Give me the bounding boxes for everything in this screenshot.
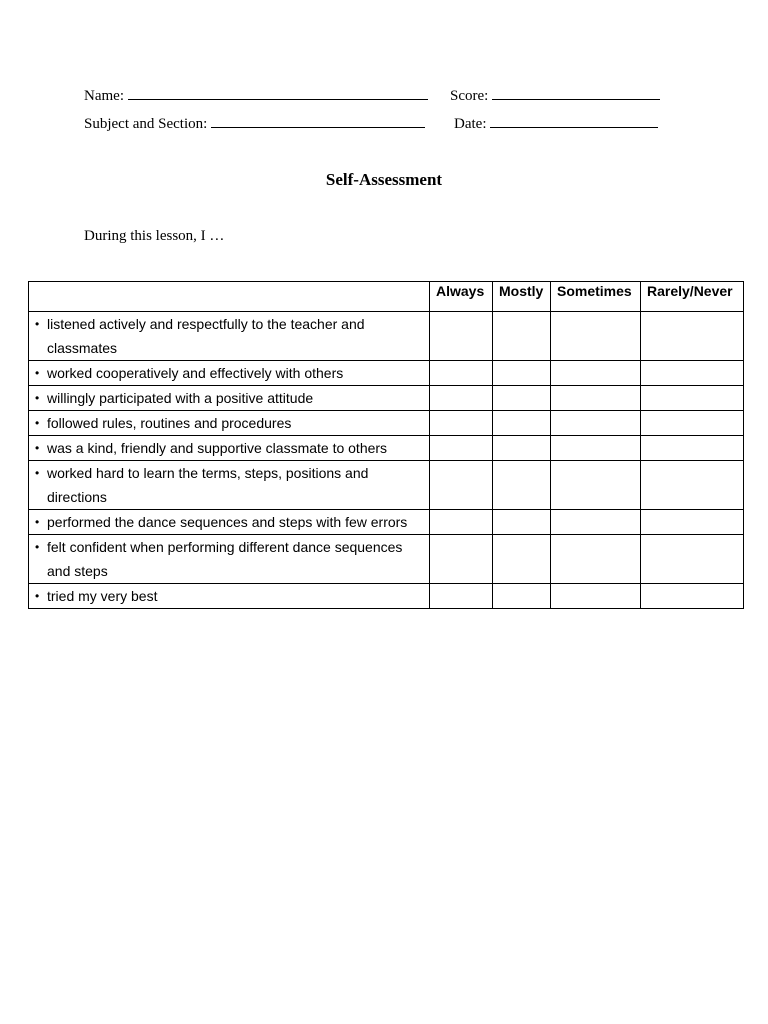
statement-cell [29, 386, 430, 411]
date-blank[interactable] [490, 115, 658, 128]
bullet-icon: • [35, 441, 40, 455]
bullet-icon: • [35, 515, 40, 529]
rating-cell-mostly[interactable] [493, 361, 551, 386]
name-blank[interactable] [128, 87, 428, 100]
rating-cell-rarely-never[interactable] [641, 584, 744, 609]
rating-cell-sometimes[interactable] [551, 361, 641, 386]
header-blank-cell [29, 282, 430, 312]
table-row [29, 386, 744, 411]
statement-cell [29, 436, 430, 461]
rating-cell-always[interactable] [430, 411, 493, 436]
rating-cell-rarely-never[interactable] [641, 461, 744, 510]
bullet-icon: • [35, 317, 40, 331]
statement-text: tried my very best [47, 588, 158, 604]
statement-cell [29, 461, 430, 510]
column-header-rarely-never: Rarely/Never [641, 282, 744, 312]
rating-cell-always[interactable] [430, 361, 493, 386]
bullet-icon: • [35, 540, 40, 554]
column-header-mostly: Mostly [493, 282, 551, 312]
statement-text: was a kind, friendly and supportive classmate to others [47, 440, 388, 456]
rating-cell-rarely-never[interactable] [641, 411, 744, 436]
rating-cell-always[interactable] [430, 510, 493, 535]
statement-cell [29, 361, 430, 386]
rating-cell-sometimes[interactable] [551, 312, 641, 361]
rating-cell-always[interactable] [430, 386, 493, 411]
statement-cell [29, 535, 430, 584]
rating-cell-mostly[interactable] [493, 584, 551, 609]
table-row [29, 535, 744, 584]
statement-text: worked hard to learn the terms, steps, positions and directions [47, 465, 369, 505]
rating-cell-rarely-never[interactable] [641, 436, 744, 461]
subject-section-field-row [84, 115, 425, 133]
column-header-always: Always [430, 282, 493, 312]
score-label: Score: [450, 88, 489, 104]
rating-cell-rarely-never[interactable] [641, 535, 744, 584]
name-label: Name: [84, 88, 124, 104]
rating-cell-rarely-never[interactable] [641, 510, 744, 535]
rating-cell-always[interactable] [430, 312, 493, 361]
intro-text: During this lesson, I … [84, 228, 225, 244]
bullet-icon: • [35, 416, 40, 430]
statement-text: willingly participated with a positive attitude [47, 390, 314, 406]
table-row [29, 312, 744, 361]
column-header-sometimes: Sometimes [551, 282, 641, 312]
name-field-row [84, 87, 428, 105]
rating-cell-sometimes[interactable] [551, 411, 641, 436]
bullet-icon: • [35, 466, 40, 480]
statement-cell [29, 510, 430, 535]
page-title: Self-Assessment [325, 170, 443, 189]
rating-cell-rarely-never[interactable] [641, 361, 744, 386]
table-header-row [29, 282, 744, 312]
subject-section-label: Subject and Section: [84, 116, 208, 132]
table-row [29, 584, 744, 609]
statement-cell [29, 584, 430, 609]
rating-cell-mostly[interactable] [493, 535, 551, 584]
rating-cell-sometimes[interactable] [551, 436, 641, 461]
rating-cell-mostly[interactable] [493, 411, 551, 436]
rating-cell-sometimes[interactable] [551, 386, 641, 411]
rating-cell-rarely-never[interactable] [641, 312, 744, 361]
rating-cell-rarely-never[interactable] [641, 386, 744, 411]
rating-cell-sometimes[interactable] [551, 510, 641, 535]
rating-cell-mostly[interactable] [493, 461, 551, 510]
statement-cell [29, 411, 430, 436]
self-assessment-table [28, 281, 744, 609]
statement-text: felt confident when performing different dance sequences and steps [47, 539, 403, 579]
table-row [29, 361, 744, 386]
rating-cell-sometimes[interactable] [551, 584, 641, 609]
table-row [29, 436, 744, 461]
table-row [29, 411, 744, 436]
rating-cell-mostly[interactable] [493, 386, 551, 411]
statement-text: worked cooperatively and effectively with others [47, 365, 344, 381]
rating-cell-mostly[interactable] [493, 312, 551, 361]
rating-cell-always[interactable] [430, 461, 493, 510]
statement-text: performed the dance sequences and steps with few errors [47, 514, 408, 530]
score-blank[interactable] [492, 87, 660, 100]
date-label: Date: [454, 116, 487, 132]
rating-cell-always[interactable] [430, 584, 493, 609]
bullet-icon: • [35, 589, 40, 603]
rating-cell-sometimes[interactable] [551, 461, 641, 510]
rating-cell-mostly[interactable] [493, 510, 551, 535]
rating-cell-mostly[interactable] [493, 436, 551, 461]
rating-cell-always[interactable] [430, 535, 493, 584]
bullet-icon: • [35, 366, 40, 380]
date-field-row [454, 115, 658, 133]
rating-cell-always[interactable] [430, 436, 493, 461]
table-row [29, 510, 744, 535]
statement-text: followed rules, routines and procedures [47, 415, 292, 431]
statement-cell [29, 312, 430, 361]
bullet-icon: • [35, 391, 40, 405]
table-row [29, 461, 744, 510]
subject-section-blank[interactable] [211, 115, 425, 128]
rating-cell-sometimes[interactable] [551, 535, 641, 584]
statement-text: listened actively and respectfully to the teacher and classmates [47, 316, 365, 356]
score-field-row [450, 87, 660, 105]
